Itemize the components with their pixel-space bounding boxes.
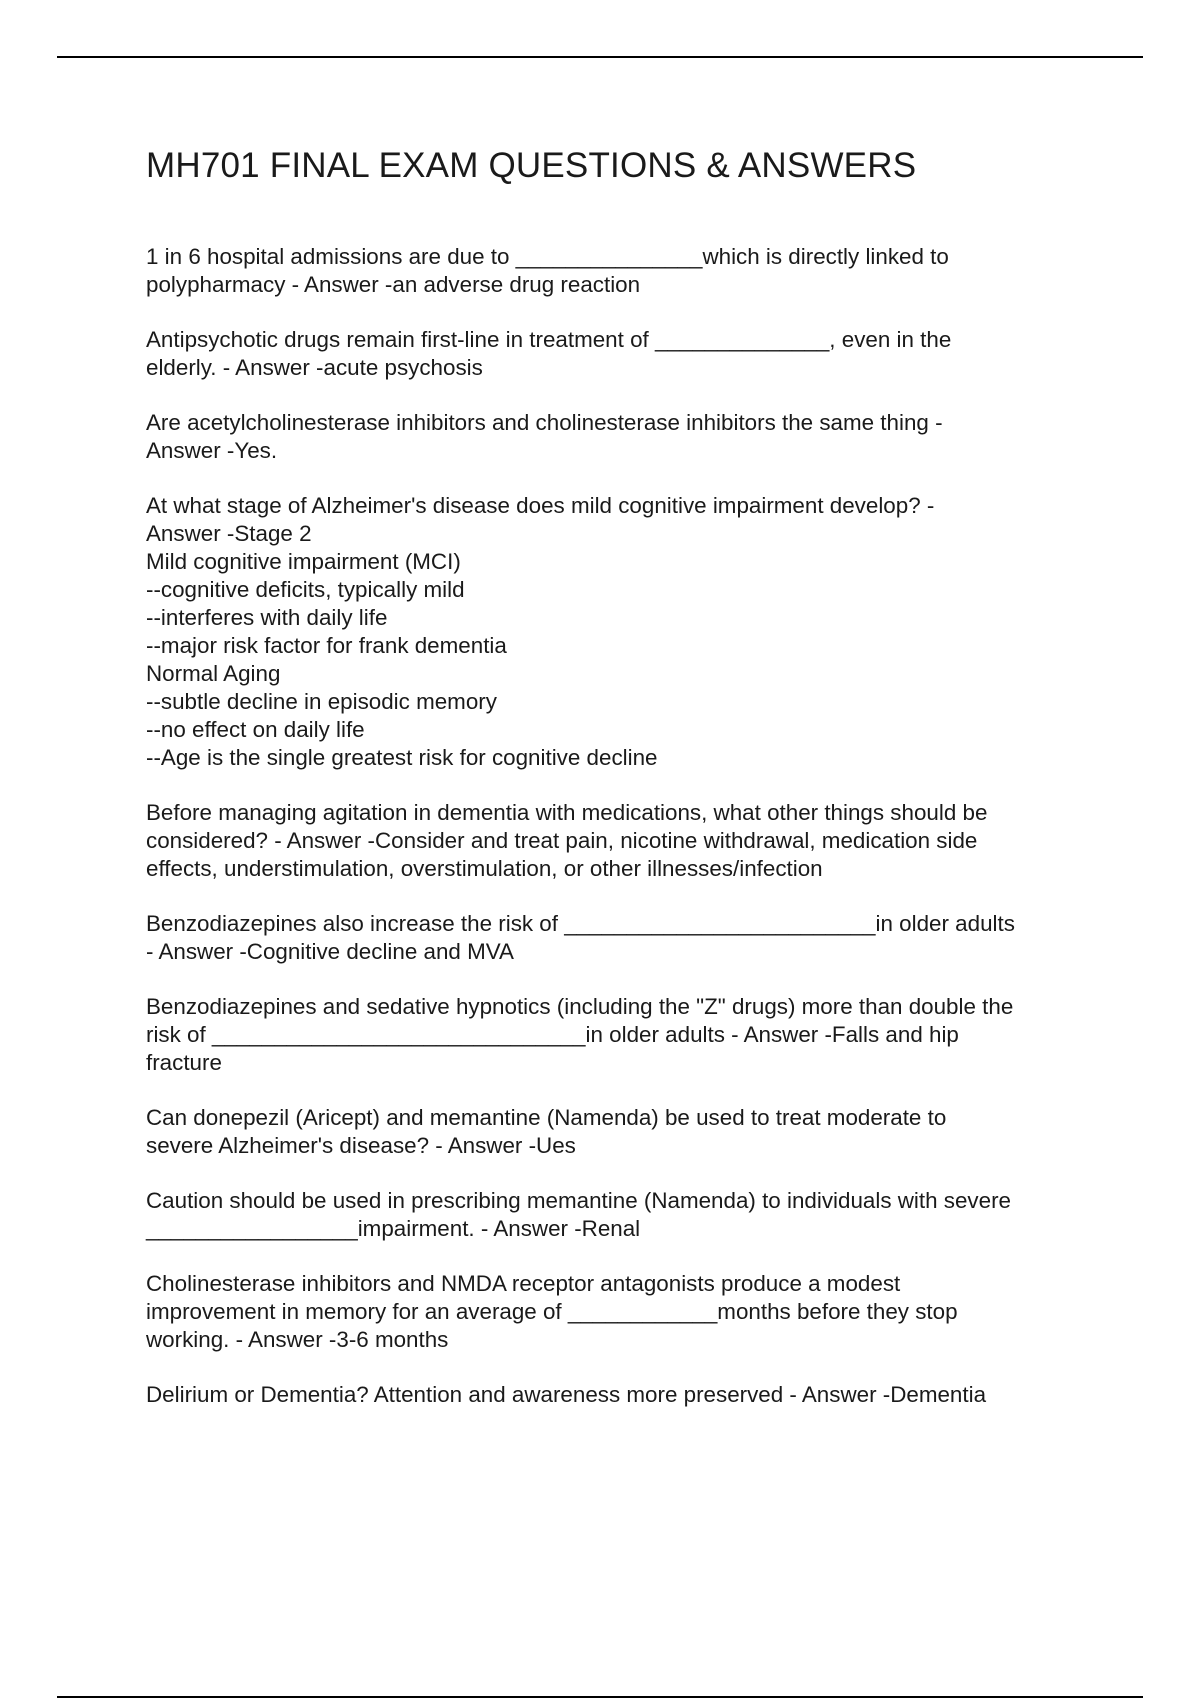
qa-entry-3: Are acetylcholinesterase inhibitors and cholinesterase inhibitors the same thing - Answer -Yes.	[146, 410, 943, 463]
qa-entry-4: At what stage of Alzheimer's disease does mild cognitive impairment develop? - Answer -Stage 2 Mild cognitive impairment (MCI) --cognitive deficits, typically mild --interferes with daily life --major risk factor for frank dementia Normal Aging --subtle decline in episodic memory --no effect on daily life --Age is the single greatest risk for cognitive decline	[146, 493, 935, 770]
qa-list	[146, 243, 1106, 1436]
qa-entry-2: Antipsychotic drugs remain first-line in treatment of ______________, even in the elderly. - Answer -acute psychosis	[146, 327, 952, 380]
page-title: MH701 FINAL EXAM QUESTIONS & ANSWERS	[146, 146, 917, 185]
qa-entry-11: Delirium or Dementia? Attention and awareness more preserved - Answer -Dementia	[146, 1382, 987, 1407]
qa-entry-1: 1 in 6 hospital admissions are due to _______________which is directly linked to polypharmacy - Answer -an adverse drug reaction	[146, 244, 949, 297]
qa-entry-10: Cholinesterase inhibitors and NMDA receptor antagonists produce a modest improvement in memory for an average of ____________months before they stop working. - Answer -3-6 months	[146, 1271, 958, 1352]
qa-entry-7: Benzodiazepines and sedative hypnotics (including the "Z" drugs) more than double the risk of ______________________________in older adults - Answer -Falls and hip fracture	[146, 994, 1014, 1075]
bottom-divider	[57, 1696, 1143, 1698]
top-divider	[57, 56, 1143, 58]
qa-entry-5: Before managing agitation in dementia with medications, what other things should be considered? - Answer -Consider and treat pain, nicotine withdrawal, medication side effects, understimulation, overstimulation, or other illnesses/infection	[146, 800, 988, 881]
qa-entry-6: Benzodiazepines also increase the risk of _________________________in older adults - Answer -Cognitive decline and MVA	[146, 911, 1015, 964]
qa-entry-9: Caution should be used in prescribing memantine (Namenda) to individuals with severe _________________impairment. - Answer -Renal	[146, 1188, 1011, 1241]
qa-entry-8: Can donepezil (Aricept) and memantine (Namenda) be used to treat moderate to severe Alzheimer's disease? - Answer -Ues	[146, 1105, 947, 1158]
